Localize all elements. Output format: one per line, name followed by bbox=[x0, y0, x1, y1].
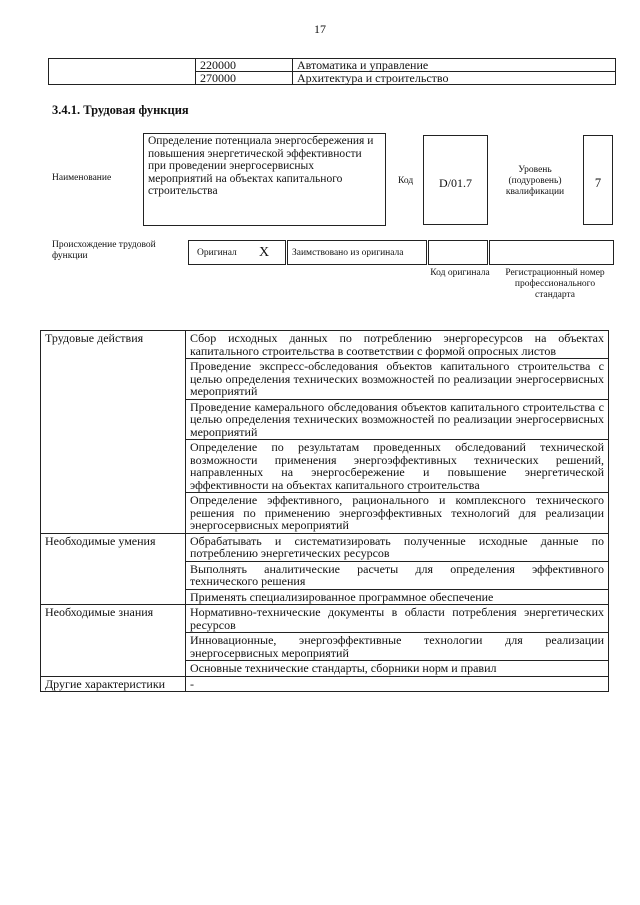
table-row bbox=[41, 676, 609, 692]
list-item: Проведение экспресс-обследования объектов капитального строительства с целью определения технических возможностей по реализации энергосервисных мероприятий bbox=[186, 359, 609, 400]
code-cell: 270000 bbox=[196, 72, 293, 85]
code-cell: 220000 bbox=[196, 59, 293, 72]
list-item: Сбор исходных данных по потреблению энергоресурсов на объектах капитального строительства в соответствии с формой опросных листов bbox=[186, 331, 609, 359]
origin-label: Происхождение трудовой функции bbox=[52, 240, 156, 261]
list-item: Основные технические стандарты, сборники норм и правил bbox=[186, 661, 609, 677]
function-details-table bbox=[40, 330, 609, 692]
page-number: 17 bbox=[314, 22, 326, 36]
reg-caption: Регистрационный номер профессионального стандарта bbox=[505, 268, 605, 300]
list-item: Инновационные, энергоэффективные технологии для реализации энергосервисных мероприятий bbox=[186, 633, 609, 661]
level-value: 7 bbox=[583, 135, 613, 225]
list-item: Определение по результатам проведенных обследований технической возможности применения энергоэффективных технических решений, направленных на энергосбережение и повышение энергетической эффективности на объектах капитального строительства bbox=[186, 440, 609, 493]
table-row bbox=[41, 605, 609, 633]
list-item: Выполнять аналитические расчеты для определения эффективного технического решения bbox=[186, 561, 609, 589]
original-mark: X bbox=[259, 245, 270, 260]
name-cell: Автоматика и управление bbox=[293, 59, 616, 72]
list-item: Определение эффективного, рационального и комплексного технического решения по применению энергоэффективных технологий для реализации энергосервисных мероприятий bbox=[186, 493, 609, 534]
list-item: Нормативно-технические документы в области потребления энергетических ресурсов bbox=[186, 605, 609, 633]
table-row bbox=[41, 331, 609, 359]
list-item: Применять специализированное программное обеспечение bbox=[186, 589, 609, 605]
section-label: Другие характеристики bbox=[41, 676, 186, 692]
table-row bbox=[49, 59, 616, 72]
function-name: Определение потенциала энергосбережения и повышения энергетической эффективности при проведении энергосервисных мероприятий на объектах капитального строительства bbox=[143, 133, 386, 226]
name-label: Наименование bbox=[52, 173, 112, 183]
borrowed-box bbox=[287, 240, 427, 265]
okso-table bbox=[48, 58, 616, 85]
code-caption: Код оригинала bbox=[430, 268, 490, 278]
level-label: Уровень (подуровень) квалификации bbox=[505, 165, 565, 197]
function-code: D/01.7 bbox=[423, 135, 488, 225]
table-row bbox=[41, 533, 609, 561]
name-cell: Архитектура и строительство bbox=[293, 72, 616, 85]
list-item: - bbox=[186, 676, 609, 692]
empty-cell bbox=[49, 59, 196, 85]
original-label: Оригинал bbox=[197, 248, 237, 258]
borrowed-label: Заимствовано из оригинала bbox=[292, 248, 404, 258]
original-code-box bbox=[428, 240, 488, 265]
list-item: Проведение камерального обследования объектов капитального строительства с целью определения технических возможностей по реализации энергосервисных мероприятий bbox=[186, 399, 609, 440]
section-label: Трудовые действия bbox=[41, 331, 186, 534]
section-label: Необходимые умения bbox=[41, 533, 186, 605]
section-heading: 3.4.1. Трудовая функция bbox=[52, 103, 189, 117]
section-label: Необходимые знания bbox=[41, 605, 186, 677]
original-box bbox=[188, 240, 286, 265]
code-label: Код bbox=[398, 176, 414, 186]
list-item: Обрабатывать и систематизировать полученные исходные данные по потреблению энергетических ресурсов bbox=[186, 533, 609, 561]
reg-number-box bbox=[489, 240, 614, 265]
